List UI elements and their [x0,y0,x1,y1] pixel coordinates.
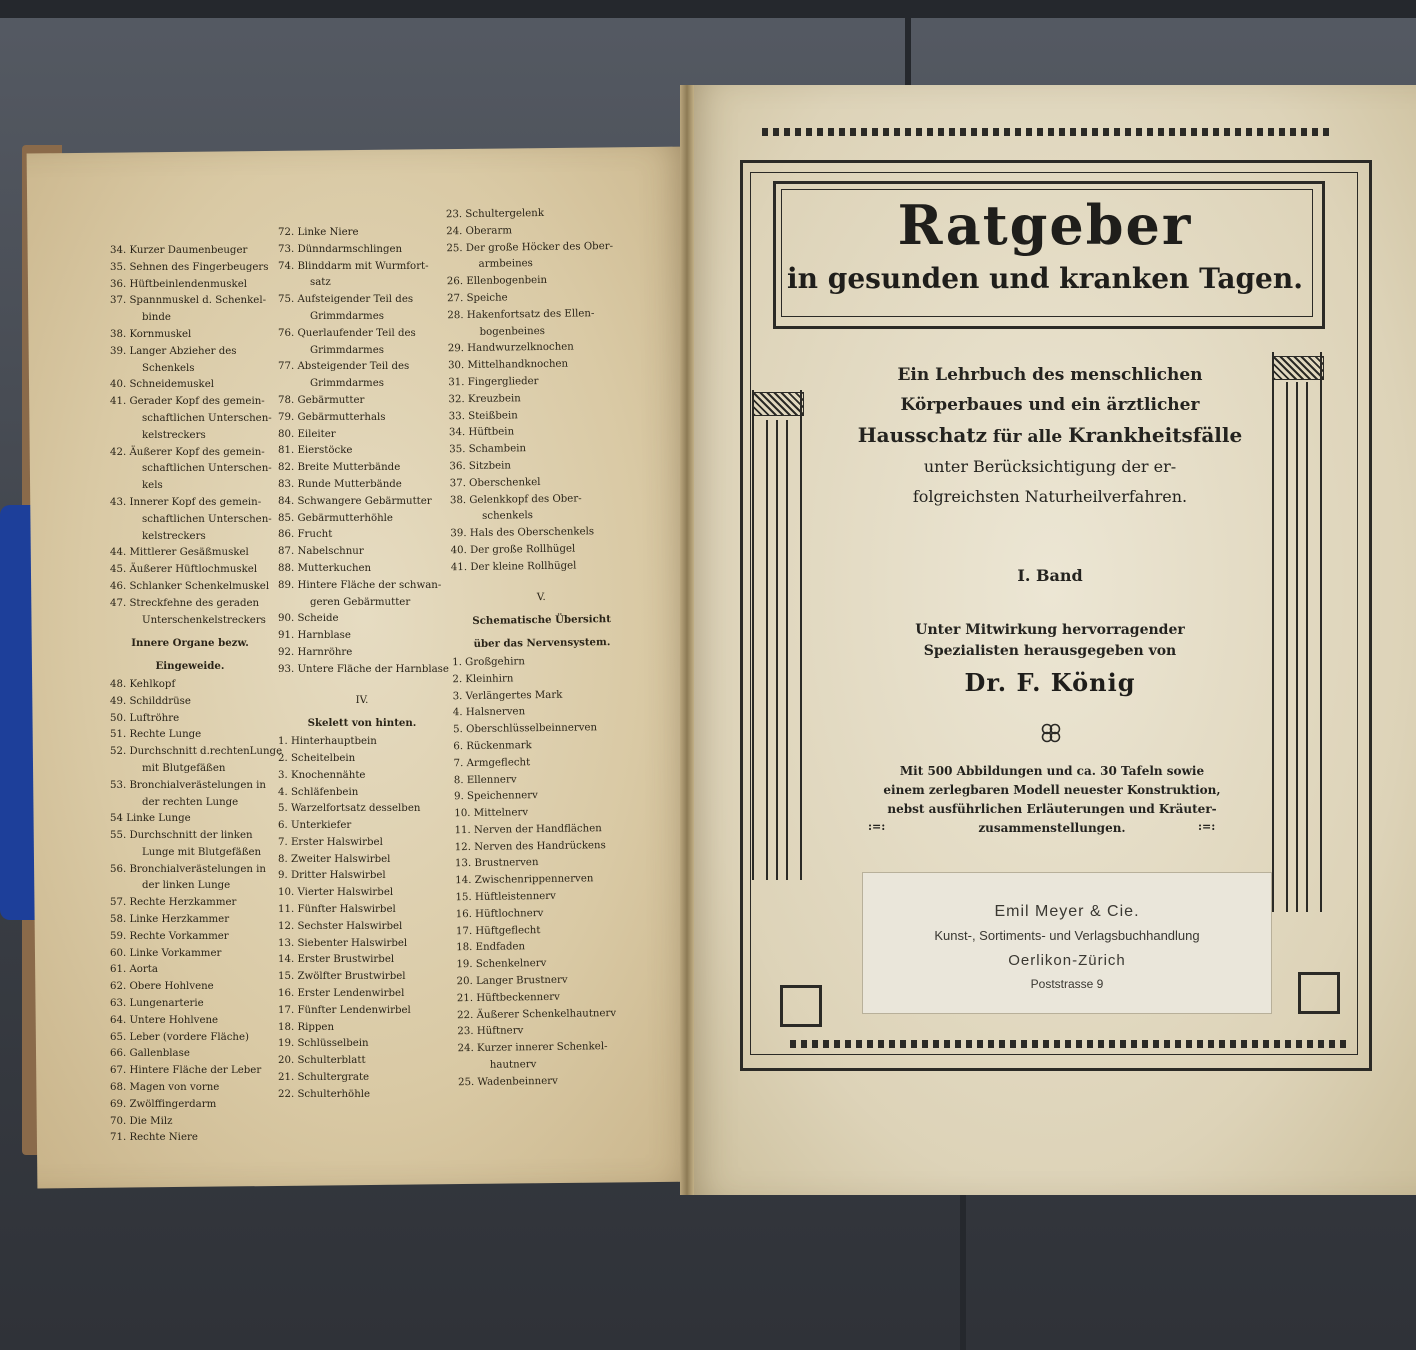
index-entry: 30. Mittelhandknochen [447,358,569,372]
index-column-1 [110,243,283,1147]
index-entry: 49. Schilddrüse [110,695,191,707]
section-number: IV. [355,694,369,706]
index-entry: 7. Armgeflecht [453,756,531,769]
index-entry: 75. Aufsteigender Teil des [278,294,414,306]
index-entry: 57. Rechte Herzkammer [110,897,237,909]
index-entry: 90. Scheide [278,613,339,625]
index-entry: 5. Oberschlüsselbeinnerven [453,722,598,736]
index-entry: 56. Bronchialverästelungen in [110,863,266,875]
index-entry: 64. Untere Hohlvene [110,1014,219,1026]
section-heading: Skelett von hinten. [307,717,417,730]
index-entry: 17. Fünfter Lendenwirbel [278,1004,411,1016]
index-entry: 50. Luftröhre [110,712,180,724]
description-line-4: unter Berücksichtigung der er- [923,457,1177,476]
section-heading: Schematische Übersicht [472,613,611,628]
index-entry: binde [142,312,171,324]
index-entry: 9. Dritter Halswirbel [278,870,386,882]
index-entry: 67. Hintere Fläche der Leber [110,1065,262,1077]
description-hausschatz: Hausschatz [857,423,987,447]
index-entry: armbeines [478,258,533,271]
index-entry: 28. Hakenfortsatz des Ellen- [447,308,595,322]
index-entry: 1. Großgehirn [452,656,525,669]
description-line-5: folgreichsten Naturheilverfahren. [912,487,1188,506]
index-entry: 3. Verlängertes Mark [452,689,563,702]
illustrations-line-3: nebst ausführlichen Erläuterungen und Kräuter- [887,802,1217,816]
dotted-border-top [762,128,1332,136]
index-entry: 84. Schwangere Gebärmutter [278,495,432,507]
index-entry: 77. Absteigender Teil des [278,361,410,373]
index-entry: 40. Der große Rollhügel [450,543,576,557]
index-entry: Grimmdarmes [310,378,384,390]
index-entry: 41. Der kleine Rollhügel [450,560,577,573]
author-name: Dr. F. König [964,668,1136,697]
index-entry: 13. Siebenter Halswirbel [278,937,408,949]
index-entry: 55. Durchschnitt der linken [110,830,253,842]
index-entry: 35. Sehnen des Fingerbeugers [110,261,269,273]
index-entry: mit Blutgefäßen [142,762,226,774]
index-entry: 76. Querlaufender Teil des [278,327,416,339]
index-entry: 82. Breite Mutterbände [278,462,401,474]
index-entry: 22. Äußerer Schenkelhautnerv [457,1007,617,1021]
illustrations-note [862,762,1242,838]
description-line-2: Körperbaues und ein ärztlicher [900,395,1200,415]
index-entry: 6. Rückenmark [453,740,532,753]
index-entry: 71. Rechte Niere [110,1132,198,1144]
index-entry: 70. Die Milz [110,1115,173,1127]
index-entry: 11. Fünfter Halswirbel [278,904,396,916]
index-entry: satz [310,277,331,289]
index-entry: 11. Nerven der Handflächen [454,823,602,837]
index-entry: 17. Hüftgeflecht [455,924,541,937]
publisher-name: Emil Meyer & Cie. [994,903,1140,920]
index-entry: 78. Gebärmutter [278,394,365,406]
table-seam-top [905,0,911,85]
index-entry: der linken Lunge [142,880,231,892]
index-entry: 83. Runde Mutterbände [278,478,402,490]
book-subtitle: in gesunden und kranken Tagen. [787,262,1303,295]
separator-right: :=: [1198,820,1216,833]
index-entry: 36. Hüftbeinlendenmuskel [110,278,247,290]
index-entry: 4. Schläfenbein [278,786,359,798]
index-entry: 73. Dünndarmschlingen [278,243,403,255]
index-entry: 85. Gebärmutterhöhle [278,512,393,524]
index-entry: 62. Obere Hohlvene [110,981,214,993]
index-entry: 20. Langer Brustnerv [456,974,568,988]
illustrations-line-2: einem zerlegbaren Modell neuester Konstruktion, [883,783,1221,797]
index-entry: 93. Untere Fläche der Harnblase [278,663,449,675]
index-entry: 60. Linke Vorkammer [110,947,222,959]
index-entry: 27. Speiche [447,292,508,305]
publisher-city: Oerlikon-Zürich [1008,952,1126,969]
index-entry: 37. Spannmuskel d. Schenkel- [110,295,267,307]
index-entry: 35. Schambein [449,443,527,456]
index-entry: 80. Eileiter [278,428,336,440]
index-entry: 51. Rechte Lunge [110,729,202,741]
index-entry: 4. Halsnerven [452,706,526,719]
index-entry: 23. Hüftnerv [457,1025,524,1038]
index-entry: 39. Langer Abzieher des [110,345,237,357]
index-entry: 16. Erster Lendenwirbel [278,988,405,1000]
index-entry: kelstreckers [142,530,206,542]
index-entry: 48. Kehlkopf [110,678,176,690]
index-entry: 42. Äußerer Kopf des gemein- [110,446,265,458]
index-entry: 54 Linke Lunge [110,813,191,825]
index-entry: 26. Ellenbogenbein [446,275,548,288]
index-entry: 31. Fingerglieder [448,375,539,389]
index-entry: 7. Erster Halswirbel [278,836,383,848]
publisher-stamp [862,872,1272,1014]
section-heading: Eingeweide. [155,660,225,673]
index-entry: 46. Schlanker Schenkelmuskel [110,580,270,592]
index-entry: 72. Linke Niere [278,227,359,238]
index-entry: 40. Schneidemuskel [110,379,214,391]
index-entry: schaftlichen Unterschen- [142,463,272,475]
index-entry: 9. Speichennerv [453,790,538,803]
index-entry: 10. Mittelnerv [454,807,529,820]
table-edge-top [0,0,1416,18]
index-entry: 12. Sechster Halswirbel [278,920,403,932]
index-entry: 41. Gerader Kopf des gemein- [110,396,265,408]
index-entry: 19. Schenkelnerv [456,958,547,971]
index-entry: Unterschenkelstreckers [142,614,266,626]
index-entry: 24. Kurzer innerer Schenkel- [457,1041,608,1055]
index-entry: 66. Gallenblase [110,1048,190,1060]
index-entry: 15. Zwölfter Brustwirbel [278,971,406,983]
index-entry: 13. Brustnerven [454,857,539,870]
index-entry: 25. Der große Höcker des Ober- [446,240,614,254]
index-entry: 34. Hüftbein [448,426,515,439]
index-entry: 18. Endfaden [456,941,526,954]
index-entry: Schenkels [142,362,195,374]
ornament-leaf-right [1272,356,1324,380]
description-krankheitsfaelle: Krankheitsfälle [1068,423,1243,447]
ornament-leaf-left [752,392,804,416]
index-entry: 25. Wadenbeinnerv [457,1075,558,1089]
corner-ornament-left [780,985,822,1027]
section-heading: über das Nervensystem. [473,636,611,651]
index-entry: 87. Nabelschnur [278,546,364,558]
index-entry: 23. Schultergelenk [445,207,545,221]
index-entry: 29. Handwurzelknochen [447,341,574,355]
index-entry: 69. Zwölffingerdarm [110,1098,217,1110]
index-entry: geren Gebärmutter [310,596,411,608]
index-entry: hautnerv [489,1059,537,1071]
index-entry: 59. Rechte Vorkammer [110,930,229,942]
section-number: V. [536,591,546,603]
index-entry: 44. Mittlerer Gesäßmuskel [110,547,249,559]
index-entry: 21. Schultergrate [278,1072,370,1084]
index-entry: 92. Harnröhre [278,646,353,658]
index-entry: 5. Warzelfortsatz desselben [278,803,421,815]
index-entry: schaftlichen Unterschen- [142,513,272,525]
index-entry: 22. Schulterhöhle [278,1088,371,1100]
table-seam-bottom [960,1195,966,1350]
index-entry: 34. Kurzer Daumenbeuger [110,245,248,256]
book-description [830,360,1270,512]
index-column-2 [278,225,449,1104]
index-entry: Grimmdarmes [310,310,384,322]
index-entry: 18. Rippen [278,1021,335,1033]
index-entry: 38. Gelenkkopf des Ober- [449,492,582,506]
index-entry: 47. Streckfehne des geraden [110,597,260,609]
publisher-street: Poststrasse 9 [1030,977,1104,991]
index-column-3 [446,205,638,1092]
index-entry: der rechten Lunge [142,796,239,808]
index-entry: 68. Magen von vorne [110,1082,220,1094]
index-entry: 21. Hüftbeckennerv [456,991,560,1005]
index-entry: 52. Durchschnitt d.rechtenLunge [110,746,283,758]
index-entry: 88. Mutterkuchen [278,562,372,574]
index-entry: 3. Knochennähte [278,769,366,781]
contributors-text [860,620,1240,662]
index-entry: Lunge mit Blutgefäßen [142,846,262,858]
illustrations-line-1: Mit 500 Abbildungen und ca. 30 Tafeln sowie [899,764,1205,778]
index-entry: kelstreckers [142,429,206,441]
index-entry: 81. Eierstöcke [278,445,353,457]
corner-ornament-right [1298,972,1340,1014]
index-entry: 24. Oberarm [446,225,513,238]
index-entry: 65. Leber (vordere Fläche) [110,1031,249,1043]
index-entry: schaftlichen Unterschen- [142,412,272,424]
illustrations-line-4: zusammenstellungen. [978,821,1126,835]
index-entry: 38. Kornmuskel [110,328,192,340]
index-entry: kels [142,480,163,492]
book-gutter [680,85,694,1195]
description-line-3 [830,420,1270,452]
index-entry: 89. Hintere Fläche der schwan- [278,579,442,591]
index-entry: 45. Äußerer Hüftlochmuskel [110,564,258,576]
index-entry: 15. Hüftleistennerv [455,890,556,904]
index-entry: 36. Sitzbein [449,460,512,473]
index-entry: 33. Steißbein [448,409,518,422]
contributors-line-2: Spezialisten herausgegeben von [923,643,1177,659]
index-entry: 6. Unterkiefer [278,820,352,832]
index-entry: 20. Schulterblatt [278,1055,366,1067]
separator-left: :=: [868,820,886,833]
index-entry: 12. Nerven des Handrückens [454,839,606,853]
index-entry: schenkels [482,510,534,523]
volume-label: I. Band [1017,566,1083,585]
description-line-1: Ein Lehrbuch des menschlichen [897,365,1203,385]
index-entry: 16. Hüftlochnerv [455,907,544,921]
book-title: Ratgeber [897,193,1193,257]
index-entry: 63. Lungenarterie [110,998,204,1010]
description-fuer-alle: für alle [992,427,1063,447]
index-entry: 39. Hals des Oberschenkels [450,526,595,540]
index-entry: 8. Zweiter Halswirbel [278,853,391,865]
index-entry: 2. Kleinhirn [452,673,514,685]
contributors-line-1: Unter Mitwirkung hervorragender [915,622,1185,638]
ornament-pillar-left [752,390,802,880]
index-entry: 53. Bronchialverästelungen in [110,779,266,791]
index-entry: 8. Ellennerv [453,773,517,786]
index-entry: 91. Harnblase [278,630,351,642]
index-entry: 61. Aorta [110,964,158,976]
publisher-trade: Kunst-, Sortiments- und Verlagsbuchhandlung [934,928,1200,943]
index-entry: 79. Gebärmutterhals [278,411,386,423]
index-entry: 37. Oberschenkel [449,476,541,490]
index-entry: 2. Scheitelbein [278,752,356,764]
index-entry: 32. Kreuzbein [448,393,521,406]
index-entry: 19. Schlüsselbein [278,1038,369,1050]
index-entry: 58. Linke Herzkammer [110,914,230,926]
index-entry: 43. Innerer Kopf des gemein- [110,496,262,508]
section-heading: Innere Organe bezw. [131,637,249,650]
index-entry: 14. Erster Brustwirbel [278,954,395,966]
index-entry: 1. Hinterhauptbein [278,736,377,748]
index-entry: 10. Vierter Halswirbel [278,887,394,899]
index-entry: Grimmdarmes [310,344,384,356]
index-entry: 74. Blinddarm mit Wurmfort- [278,260,429,272]
knot-ornament-icon [1040,722,1062,744]
index-entry: 86. Frucht [278,529,333,541]
index-entry: 14. Zwischenrippennerven [455,873,594,887]
dotted-border-bottom [790,1040,1350,1048]
ornament-pillar-right [1272,352,1322,912]
index-entry: bogenbeines [479,325,546,338]
